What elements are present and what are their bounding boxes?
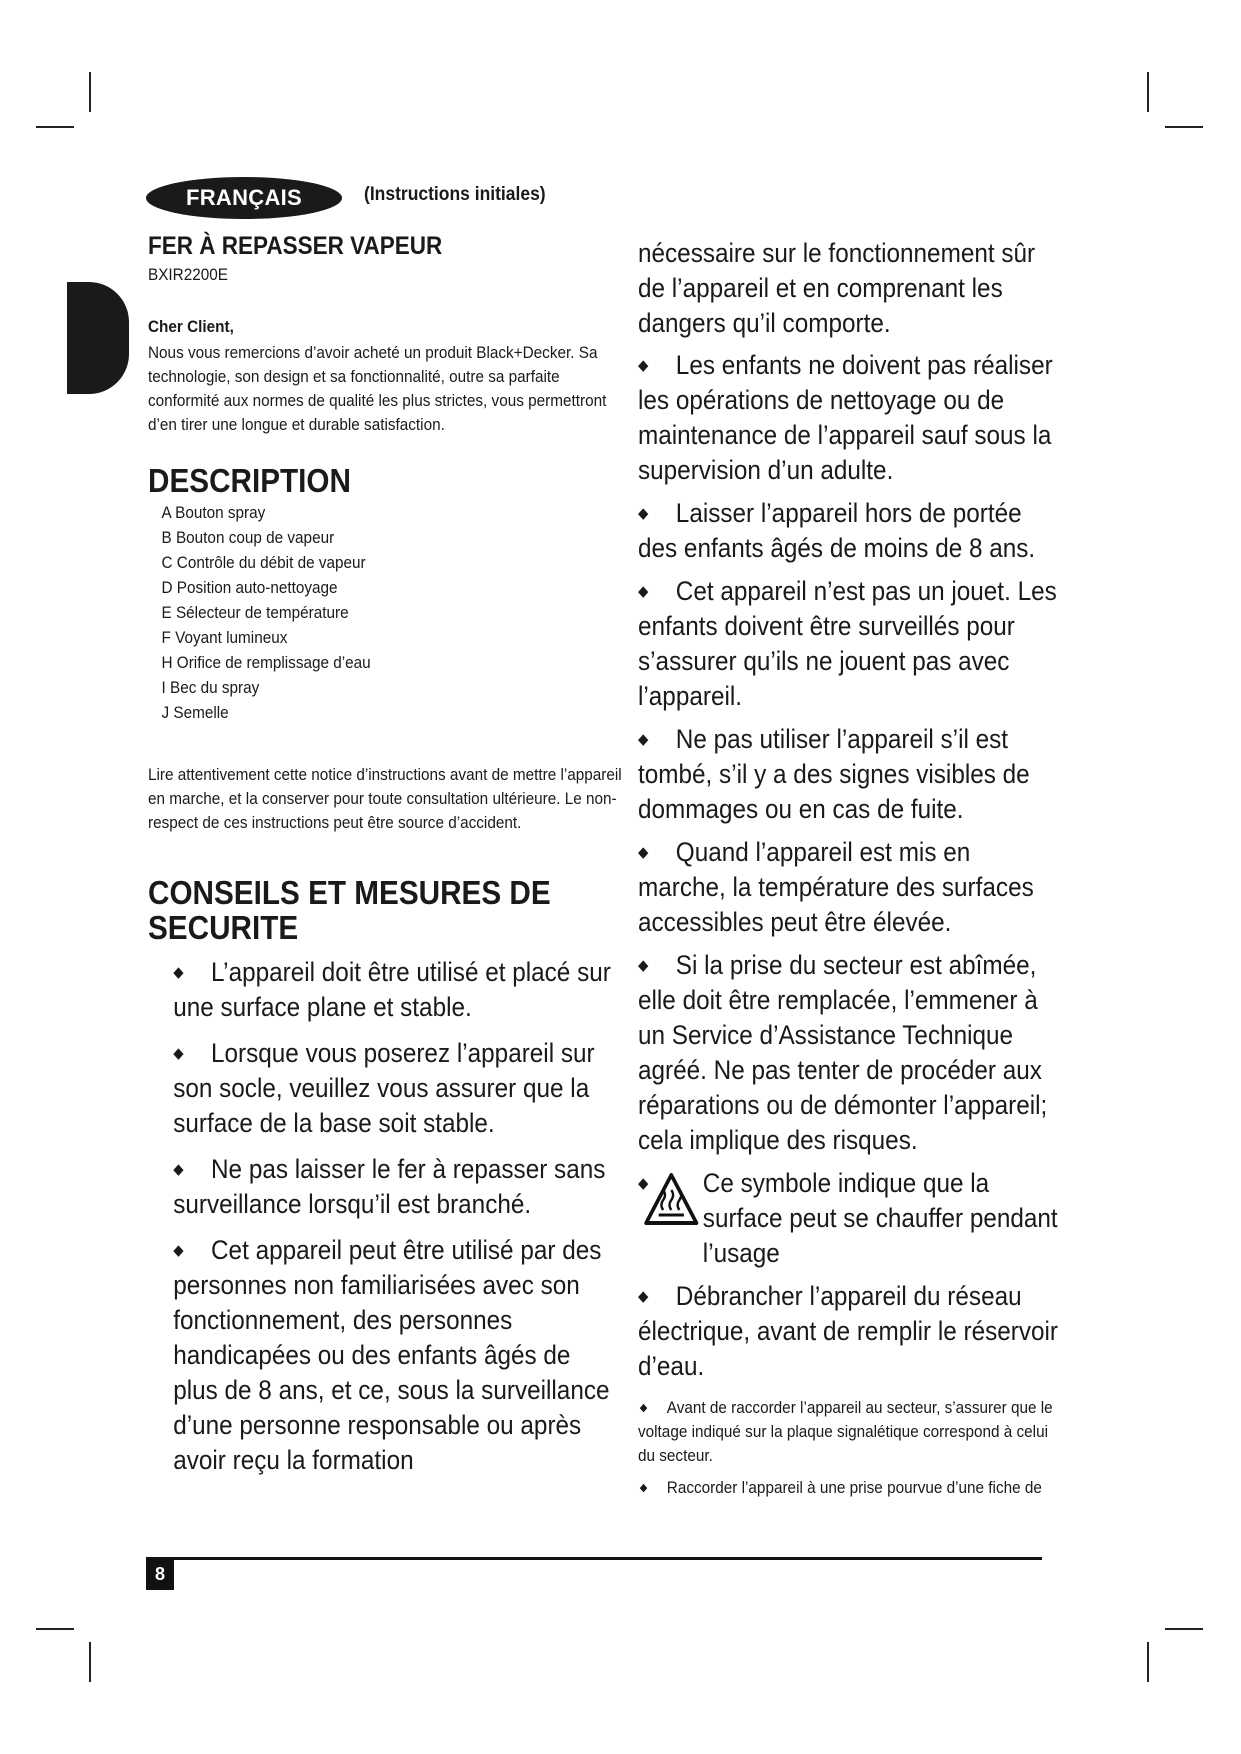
- safety-item-text: Cet appareil peut être utilisé par des personnes non familiarisées avec son fonctionnement, des personnes handicapées ou des enfants âgés de plus de 8 ans, et ce, sous la surveillance d’une personne responsable ou après avoir reçu la formation: [173, 1235, 610, 1475]
- safety-item: [173, 1152, 612, 1222]
- safety-item: [638, 348, 1061, 488]
- diamond-bullet-icon: ◆: [638, 731, 649, 748]
- language-side-tab: [67, 282, 129, 394]
- diamond-bullet-icon: ◆: [173, 1242, 184, 1259]
- page-number: 8: [146, 1558, 174, 1590]
- safety-item-text: Cet appareil n’est pas un jouet. Les enfants doivent être surveillés pour s’assurer qu’ils ne jouent pas avec l’appareil.: [638, 576, 1057, 711]
- diamond-bullet-icon: ◆: [173, 1161, 184, 1178]
- right-column-content: [638, 236, 1061, 1500]
- electrical-item-text: Raccorder l’appareil à une prise pourvue d’une fiche de: [666, 1478, 1042, 1497]
- parts-list: [162, 500, 522, 725]
- parts-list-item: B Bouton coup de vapeur: [161, 528, 335, 547]
- safety-item-text: Débrancher l’appareil du réseau électrique, avant de remplir le réservoir d’eau.: [638, 1281, 1059, 1381]
- diamond-bullet-icon: ◆: [173, 1045, 184, 1062]
- electrical-safety-list: [638, 1396, 1061, 1500]
- language-label: FRANÇAIS: [146, 177, 342, 219]
- hot-surface-warning-icon: [643, 1172, 699, 1226]
- safety-list-right-continued: [638, 1279, 1061, 1384]
- safety-item: [173, 955, 612, 1025]
- electrical-item: [638, 1476, 1061, 1500]
- instructions-note: (Instructions initiales): [364, 184, 546, 205]
- diamond-bullet-icon: ◆: [638, 583, 649, 600]
- diamond-bullet-icon: ◆: [638, 1175, 649, 1192]
- parts-list-item: I Bec du spray: [161, 678, 260, 697]
- description-heading: DESCRIPTION: [148, 462, 351, 499]
- diamond-bullet-icon: ◆: [638, 357, 649, 374]
- crop-mark: [1147, 72, 1149, 112]
- crop-mark: [89, 72, 91, 112]
- safety-item: [638, 1279, 1061, 1384]
- hot-surface-item: [638, 1166, 1061, 1271]
- safety-item: [638, 574, 1061, 714]
- diamond-bullet-icon: ◆: [638, 844, 649, 861]
- parts-list-item: E Sélecteur de température: [161, 603, 349, 622]
- right-column: [638, 236, 1108, 1508]
- footer-rule: [146, 1557, 1042, 1560]
- safety-list-right: [638, 348, 1061, 1158]
- safety-item: [638, 948, 1061, 1158]
- parts-list-item: A Bouton spray: [161, 503, 266, 522]
- safety-item-text: Si la prise du secteur est abîmée, elle doit être remplacée, l’emmener à un Service d’Assistance Technique agréé. Ne pas tenter de procéder aux réparations ou de démonter l’appareil; cela implique des risques.: [638, 950, 1048, 1155]
- safety-item: [638, 496, 1061, 566]
- crop-mark: [1165, 126, 1203, 128]
- product-title: FER À REPASSER VAPEUR: [148, 232, 443, 260]
- parts-list-item: H Orifice de remplissage d’eau: [161, 653, 371, 672]
- diamond-bullet-icon: ◆: [173, 964, 184, 981]
- parts-list-item: J Semelle: [161, 703, 229, 722]
- crop-mark: [89, 1642, 91, 1682]
- safety-list-left: [173, 955, 612, 1478]
- safety-item-text: L’appareil doit être utilisé et placé sur une surface plane et stable.: [173, 957, 611, 1022]
- safety-item-text: Ne pas utiliser l’appareil s’il est tombé, s’il y a des signes visibles de dommages ou en cas de fuite.: [638, 724, 1030, 824]
- intro-block: [148, 232, 622, 1478]
- crop-mark: [36, 1628, 74, 1630]
- safety-item: [638, 835, 1061, 940]
- electrical-item: [638, 1396, 1061, 1468]
- diamond-bullet-icon: ◆: [638, 1288, 649, 1305]
- crop-mark: [1165, 1628, 1203, 1630]
- safety-item: [173, 1036, 612, 1141]
- safety-item-text: Les enfants ne doivent pas réaliser les opérations de nettoyage ou de maintenance de l’appareil sauf sous la supervision d’un adulte.: [638, 350, 1053, 485]
- parts-list-item: C Contrôle du débit de vapeur: [161, 553, 366, 572]
- crop-mark: [1147, 1642, 1149, 1682]
- intro-paragraph: Nous vous remercions d’avoir acheté un produit Black+Decker. Sa technologie, son design et sa fonctionnalité, outre sa parfaite conformité aux normes de qualité les plus strictes, vous permettront d’en tirer une longue et durable satisfaction.: [148, 343, 607, 434]
- diamond-bullet-icon: ◆: [638, 957, 649, 974]
- safety-item-text: Ne pas laisser le fer à repasser sans surveillance lorsqu’il est branché.: [173, 1154, 606, 1219]
- safety-heading: CONSEILS ET MESURES DE SECURITE: [148, 874, 551, 946]
- safety-item-text: Lorsque vous poserez l’appareil sur son socle, veuillez vous assurer que la surface de la base soit stable.: [173, 1038, 595, 1138]
- diamond-bullet-icon: ◆: [639, 1482, 648, 1494]
- hot-surface-text: Ce symbole indique que la surface peut se chauffer pendant l’usage: [702, 1168, 1058, 1268]
- electrical-item-text: Avant de raccorder l’appareil au secteur, s’assurer que le voltage indiqué sur la plaque signalétique correspond à celui du secteur.: [638, 1398, 1053, 1465]
- parts-list-item: F Voyant lumineux: [161, 628, 288, 647]
- continued-text: nécessaire sur le fonctionnement sûr de l’appareil et en comprenant les dangers qu’il comporte.: [638, 238, 1036, 338]
- safety-item: [173, 1233, 612, 1478]
- parts-list-item: D Position auto-nettoyage: [161, 578, 338, 597]
- safety-item-text: Quand l’appareil est mis en marche, la température des surfaces accessibles peut être élevée.: [638, 837, 1034, 937]
- safety-item-text: Laisser l’appareil hors de portée des enfants âgés de moins de 8 ans.: [638, 498, 1036, 563]
- greeting: Cher Client,: [148, 317, 234, 336]
- left-column: [148, 232, 628, 1489]
- crop-mark: [36, 126, 74, 128]
- model-number: BXIR2200E: [148, 265, 228, 284]
- read-instructions-warning: Lire attentivement cette notice d’instructions avant de mettre l’appareil en marche, et la conserver pour toute consultation ultérieure. Le non-respect de ces instructions peut être source d’accident.: [148, 765, 622, 832]
- diamond-bullet-icon: ◆: [639, 1402, 648, 1414]
- diamond-bullet-icon: ◆: [638, 505, 649, 522]
- safety-item: [638, 722, 1061, 827]
